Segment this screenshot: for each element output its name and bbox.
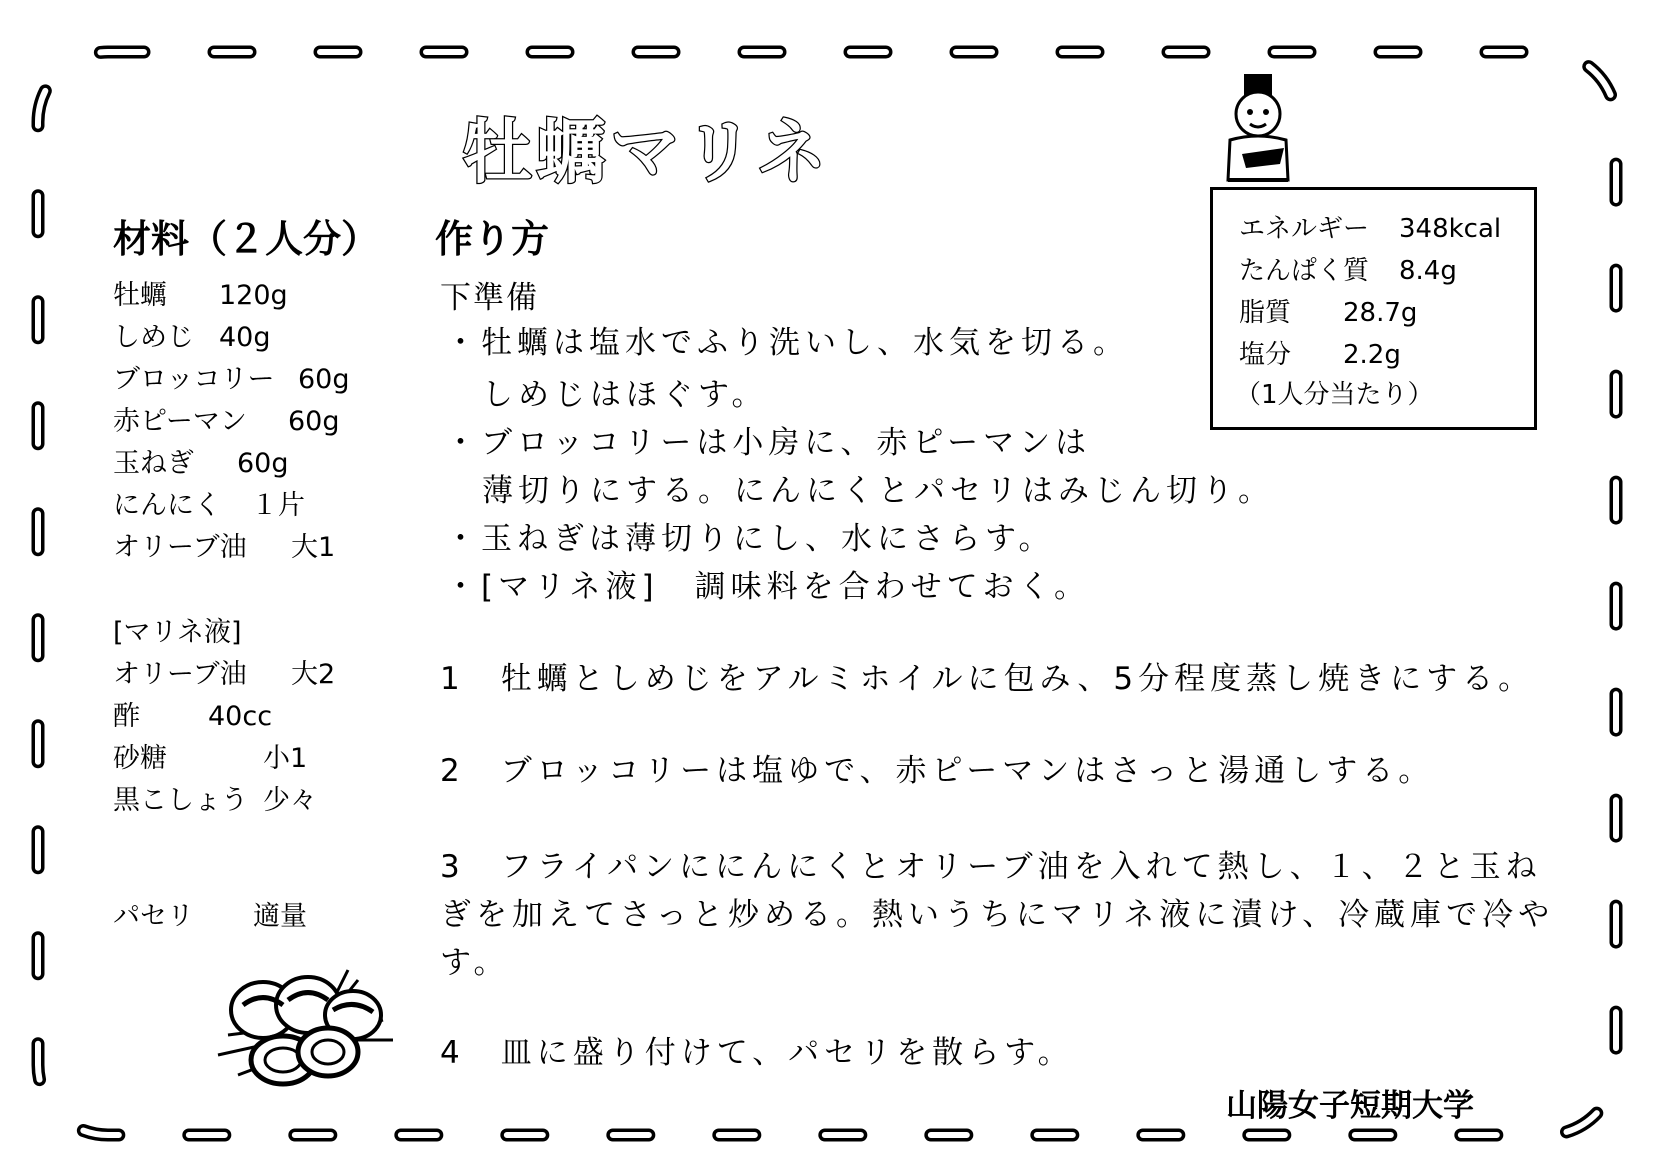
prep-line: ・牡蠣は塩水でふり洗いし、水気を切る。 xyxy=(445,325,1129,361)
prep-line: ・[マリネ液] 調味料を合わせておく。 xyxy=(445,569,1090,605)
marinade-item: 酢 40cc xyxy=(113,701,273,732)
step-line: 1 牡蠣としめじをアルミホイルに包み、5分程度蒸し焼きにする。 xyxy=(440,661,1535,697)
chef-illustration-icon xyxy=(1208,72,1308,187)
ingredient-item: ブロッコリー 60g xyxy=(113,364,350,395)
prep-heading: 下準備 xyxy=(440,280,539,316)
ingredient-item: 玉ねぎ 60g xyxy=(113,448,289,479)
step-line: す。 xyxy=(440,945,510,981)
ingredient-item: にんにく １片 xyxy=(113,490,305,521)
prep-line: 薄切りにする。にんにくとパセリはみじん切り。 xyxy=(482,473,1274,509)
ingredients-list xyxy=(113,275,350,569)
ingredient-item: 赤ピーマン 60g xyxy=(113,406,340,437)
step-line: 3 フライパンににんにくとオリーブ油を入れて熱し、１、２と玉ね xyxy=(440,849,1542,885)
oyster-illustration-icon xyxy=(208,960,428,1095)
ingredients-heading: 材料（２人分） xyxy=(113,217,380,261)
prep-line: ・ブロッコリーは小房に、赤ピーマンは xyxy=(445,425,1092,461)
recipe-title: 牡蠣マリネ xyxy=(462,111,831,193)
garnish-item: パセリ 適量 xyxy=(113,901,307,932)
ingredient-item: オリーブ油 大1 xyxy=(113,532,336,563)
ingredient-item: しめじ 40g xyxy=(113,322,271,353)
step-line: ぎを加えてさっと炒める。熱いうちにマリネ液に漬け、冷蔵庫で冷や xyxy=(440,897,1555,933)
marinade-item: オリーブ油 大2 xyxy=(113,659,336,690)
marinade-list xyxy=(113,612,335,822)
ingredient-item: 牡蠣 120g xyxy=(113,280,288,311)
fat-row: 脂質 28.7g xyxy=(1239,298,1418,328)
prep-line: ・玉ねぎは薄切りにし、水にさらす。 xyxy=(445,521,1055,557)
marinade-heading: [マリネ液] xyxy=(113,617,242,648)
nutrition-box xyxy=(1210,187,1537,430)
marinade-item: 砂糖 小1 xyxy=(113,743,308,774)
step-line: 4 皿に盛り付けて、パセリを散らす。 xyxy=(440,1035,1074,1071)
footer-institution: 山陽女子短期大学 xyxy=(1226,1088,1474,1124)
prep-line: しめじはほぐす。 xyxy=(482,377,768,413)
method-heading: 作り方 xyxy=(435,217,550,261)
protein-row: たんぱく質 8.4g xyxy=(1239,256,1457,286)
energy-row: エネルギー 348kcal xyxy=(1239,214,1502,244)
marinade-item: 黒こしょう 少々 xyxy=(113,785,317,816)
salt-row: 塩分 2.2g xyxy=(1239,340,1401,370)
nutrition-note: （1人分当たり） xyxy=(1235,380,1434,410)
step-line: 2 ブロッコリーは塩ゆで、赤ピーマンはさっと湯通しする。 xyxy=(440,753,1435,789)
